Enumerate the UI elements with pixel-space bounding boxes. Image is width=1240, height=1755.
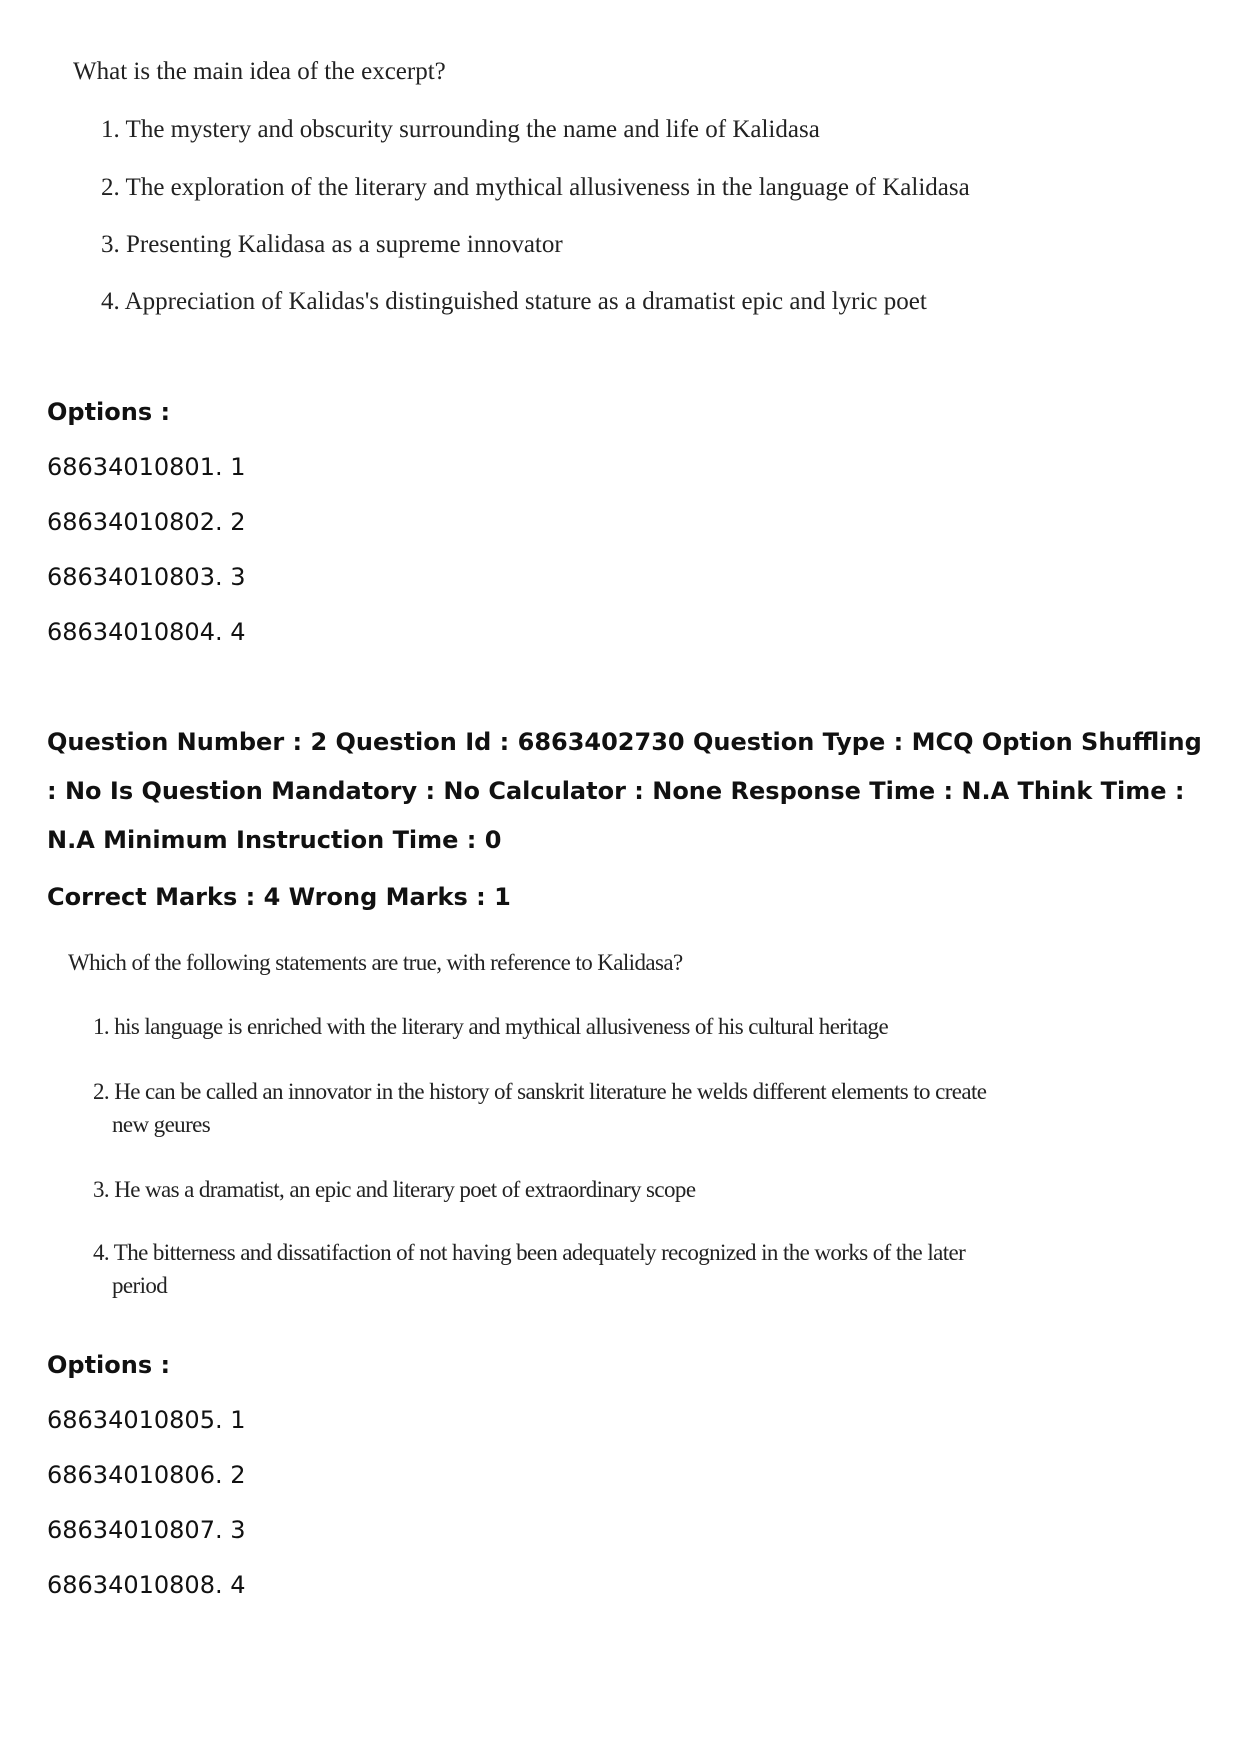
option-item: 68634010807. 3 [47, 1516, 246, 1544]
statement-item [93, 1075, 986, 1141]
statement-item [93, 1173, 695, 1206]
option-item: 68634010803. 3 [47, 563, 246, 591]
statement-line: 1. his language is enriched with the literary and mythical allusiveness of his cultural heritage [93, 1014, 889, 1039]
question-1-image [73, 58, 973, 358]
option-item: 68634010806. 2 [47, 1461, 246, 1489]
question-stem: Which of the following statements are true, with reference to Kalidasa? [68, 950, 683, 975]
statement-item [93, 1010, 888, 1043]
statement-item: 1. The mystery and obscurity surrounding the name and life of Kalidasa [101, 116, 820, 143]
options-label: Options : [47, 398, 171, 426]
question-meta: Question Number : 2 Question Id : 6863402730 Question Type : MCQ Option Shuffling : No Is Question Mandatory : No Calculator : None Response Time : N.A Think Time : N.A Minimum Instruction Time : 0 [47, 728, 1202, 854]
statement-item: 3. Presenting Kalidasa as a supreme innovator [101, 231, 563, 258]
option-item: 68634010805. 1 [47, 1406, 246, 1434]
question-stem: What is the main idea of the excerpt? [73, 58, 446, 85]
statement-line-continued: period [112, 1273, 168, 1298]
statement-item: 4. Appreciation of Kalidas's distinguished stature as a dramatist epic and lyric poet [101, 288, 927, 315]
question-marks: Correct Marks : 4 Wrong Marks : 1 [47, 883, 511, 911]
question-2-image [68, 950, 987, 1310]
option-item: 68634010808. 4 [47, 1571, 246, 1599]
statement-item: 2. The exploration of the literary and mythical allusiveness in the language of Kalidasa [101, 174, 970, 201]
option-item: 68634010802. 2 [47, 508, 246, 536]
options-label: Options : [47, 1351, 171, 1379]
option-item: 68634010801. 1 [47, 453, 246, 481]
option-item: 68634010804. 4 [47, 618, 246, 646]
statement-line: 2. He can be called an innovator in the history of sanskrit literature he welds different elements to create [93, 1079, 987, 1104]
statement-line: 4. The bitterness and dissatifaction of not having been adequately recognized in the works of the later [93, 1240, 966, 1265]
statement-item [93, 1236, 965, 1302]
statement-line: 3. He was a dramatist, an epic and literary poet of extraordinary scope [93, 1177, 696, 1202]
statement-line-continued: new geures [112, 1112, 211, 1137]
